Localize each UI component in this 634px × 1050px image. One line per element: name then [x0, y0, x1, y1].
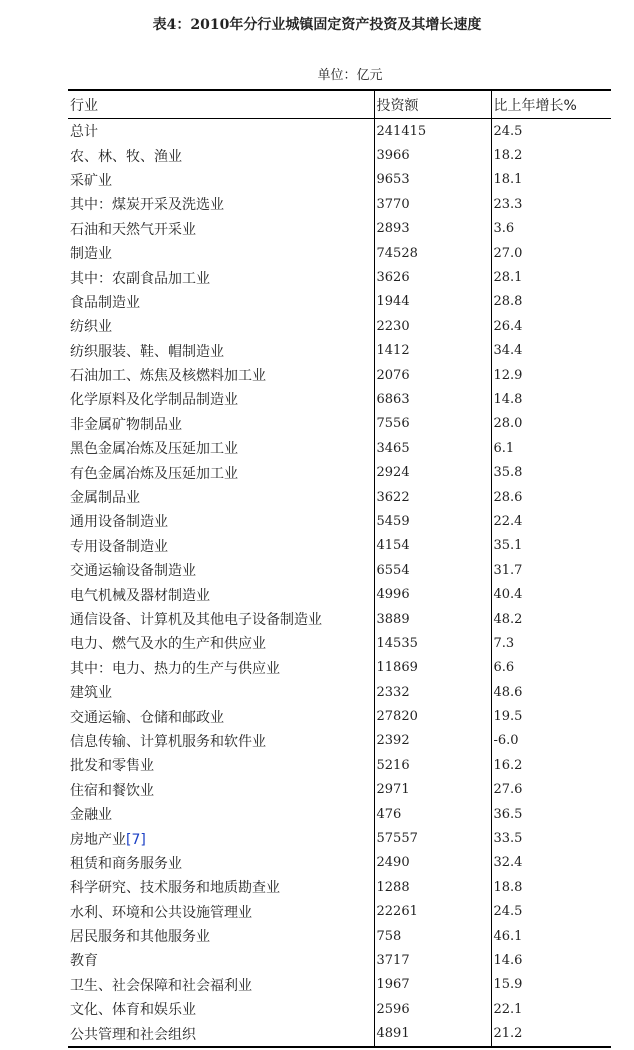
industry-cell [68, 241, 374, 265]
industry-name: 通信设备、计算机及其他电子设备制造业 [70, 612, 322, 628]
industry-cell [68, 217, 374, 241]
footnote-link[interactable]: [7] [126, 831, 146, 848]
investment-cell: 9653 [374, 168, 491, 192]
industry-cell [68, 729, 374, 753]
growth-cell: 28.1 [491, 265, 611, 289]
table-row [68, 851, 611, 875]
table-row [68, 680, 611, 704]
table-row [68, 729, 611, 753]
industry-cell [68, 143, 374, 167]
growth-cell: 36.5 [491, 802, 611, 826]
column-header-growth: 比上年增长% [491, 90, 611, 119]
industry-cell [68, 265, 374, 289]
industry-name: 农、林、牧、渔业 [70, 148, 182, 165]
industry-name: 居民服务和其他服务业 [70, 929, 210, 946]
industry-cell [68, 485, 374, 509]
growth-cell: 33.5 [491, 826, 611, 850]
industry-cell [68, 997, 374, 1021]
investment-cell: 1967 [374, 973, 491, 997]
table-row [68, 509, 611, 533]
table-row [68, 534, 611, 558]
investment-cell: 6554 [374, 558, 491, 582]
growth-cell: 27.6 [491, 778, 611, 802]
investment-cell: 27820 [374, 704, 491, 728]
growth-cell: 19.5 [491, 704, 611, 728]
investment-cell: 2230 [374, 314, 491, 338]
industry-cell [68, 900, 374, 924]
table-row [68, 143, 611, 167]
table-body [68, 119, 611, 1047]
table-row [68, 558, 611, 582]
investment-cell: 4154 [374, 534, 491, 558]
industry-cell [68, 802, 374, 826]
table-row [68, 241, 611, 265]
investment-cell: 4996 [374, 582, 491, 606]
investment-cell: 1944 [374, 290, 491, 314]
investment-cell: 2971 [374, 778, 491, 802]
table-row [68, 778, 611, 802]
growth-cell: 34.4 [491, 339, 611, 363]
growth-cell: 18.1 [491, 168, 611, 192]
table-row [68, 973, 611, 997]
growth-cell: 35.8 [491, 460, 611, 484]
growth-cell: 28.8 [491, 290, 611, 314]
growth-cell: 31.7 [491, 558, 611, 582]
growth-cell: 28.0 [491, 412, 611, 436]
industry-cell [68, 607, 374, 631]
table-row [68, 363, 611, 387]
growth-cell: 24.5 [491, 119, 611, 144]
investment-cell: 14535 [374, 631, 491, 655]
table-row [68, 192, 611, 216]
table-row [68, 436, 611, 460]
growth-cell: 48.6 [491, 680, 611, 704]
industry-cell [68, 582, 374, 606]
table-row [68, 997, 611, 1021]
industry-name: 石油加工、炼焦及核燃料加工业 [70, 368, 266, 385]
investment-cell: 1288 [374, 875, 491, 899]
investment-cell: 11869 [374, 656, 491, 680]
table-row [68, 875, 611, 899]
industry-cell [68, 558, 374, 582]
table-row [68, 339, 611, 363]
industry-name: 卫生、社会保障和社会福利业 [70, 977, 252, 994]
industry-name: 信息传输、计算机服务和软件业 [70, 733, 266, 750]
industry-name: 金融业 [70, 807, 112, 824]
industry-name: 科学研究、技术服务和地质勘查业 [70, 880, 280, 897]
industry-cell [68, 436, 374, 460]
table-row [68, 753, 611, 777]
growth-cell: 24.5 [491, 900, 611, 924]
industry-name: 制造业 [70, 246, 112, 263]
growth-cell: 26.4 [491, 314, 611, 338]
growth-cell: 3.6 [491, 217, 611, 241]
investment-cell: 2332 [374, 680, 491, 704]
table-row [68, 631, 611, 655]
industry-name: 有色金属冶炼及压延加工业 [70, 465, 238, 482]
investment-cell: 2392 [374, 729, 491, 753]
industry-cell [68, 851, 374, 875]
industry-cell [68, 875, 374, 899]
growth-cell: 21.2 [491, 1021, 611, 1046]
unit-label: 单位：亿元 [317, 68, 383, 83]
industry-cell [68, 704, 374, 728]
table-row [68, 290, 611, 314]
table-row [68, 217, 611, 241]
industry-cell [68, 363, 374, 387]
growth-cell: 46.1 [491, 924, 611, 948]
investment-cell: 476 [374, 802, 491, 826]
industry-cell [68, 387, 374, 411]
industry-cell [68, 948, 374, 972]
industry-name: 石油和天然气开采业 [70, 221, 196, 238]
industry-name: 文化、体育和娱乐业 [70, 1002, 196, 1019]
investment-cell: 3626 [374, 265, 491, 289]
industry-cell [68, 631, 374, 655]
investment-cell: 2924 [374, 460, 491, 484]
table-row [68, 607, 611, 631]
industry-name: 化学原料及化学制品制造业 [70, 392, 238, 409]
investment-cell: 4891 [374, 1021, 491, 1046]
growth-cell: 23.3 [491, 192, 611, 216]
growth-cell: -6.0 [491, 729, 611, 753]
growth-cell: 7.3 [491, 631, 611, 655]
industry-cell [68, 973, 374, 997]
table-header-row [68, 90, 611, 119]
investment-cell: 74528 [374, 241, 491, 265]
industry-name: 黑色金属冶炼及压延加工业 [70, 441, 238, 458]
industry-name: 水利、环境和公共设施管理业 [70, 904, 252, 921]
column-header-industry: 行业 [68, 90, 374, 119]
industry-name: 专用设备制造业 [70, 538, 168, 555]
industry-name: 通用设备制造业 [70, 514, 168, 531]
industry-cell [68, 339, 374, 363]
investment-cell: 241415 [374, 119, 491, 144]
table-row [68, 656, 611, 680]
industry-name: 采矿业 [70, 172, 112, 189]
industry-name: 住宿和餐饮业 [70, 782, 154, 799]
growth-cell: 12.9 [491, 363, 611, 387]
industry-name: 其中：电力、热力的生产与供应业 [70, 660, 280, 677]
growth-cell: 14.6 [491, 948, 611, 972]
investment-cell: 3966 [374, 143, 491, 167]
industry-cell [68, 168, 374, 192]
table-row [68, 948, 611, 972]
growth-cell: 6.6 [491, 656, 611, 680]
column-header-investment: 投资额 [374, 90, 491, 119]
industry-cell [68, 290, 374, 314]
growth-cell: 27.0 [491, 241, 611, 265]
industry-cell [68, 314, 374, 338]
table-row [68, 119, 611, 144]
industry-name: 其中：煤炭开采及洗选业 [70, 197, 224, 214]
growth-cell: 14.8 [491, 387, 611, 411]
industry-cell [68, 534, 374, 558]
growth-cell: 6.1 [491, 436, 611, 460]
investment-cell: 2076 [374, 363, 491, 387]
investment-cell: 1412 [374, 339, 491, 363]
industry-name: 金属制品业 [70, 490, 140, 507]
industry-cell [68, 753, 374, 777]
investment-cell: 7556 [374, 412, 491, 436]
growth-cell: 28.6 [491, 485, 611, 509]
table-row [68, 168, 611, 192]
investment-cell: 3889 [374, 607, 491, 631]
industry-name: 交通运输设备制造业 [70, 563, 196, 580]
investment-cell: 2596 [374, 997, 491, 1021]
industry-name: 其中：农副食品加工业 [70, 270, 210, 287]
growth-cell: 18.8 [491, 875, 611, 899]
table-row [68, 802, 611, 826]
industry-cell [68, 412, 374, 436]
industry-cell [68, 680, 374, 704]
table-row [68, 314, 611, 338]
industry-name: 电力、燃气及水的生产和供应业 [70, 636, 266, 653]
investment-cell: 3465 [374, 436, 491, 460]
investment-cell: 3622 [374, 485, 491, 509]
growth-cell: 16.2 [491, 753, 611, 777]
table-row [68, 582, 611, 606]
industry-name: 食品制造业 [70, 294, 140, 311]
table-row [68, 1021, 611, 1046]
investment-table [68, 89, 611, 1048]
industry-cell [68, 924, 374, 948]
investment-cell: 6863 [374, 387, 491, 411]
industry-name: 交通运输、仓储和邮政业 [70, 709, 224, 726]
table-row [68, 460, 611, 484]
table-row [68, 387, 611, 411]
growth-cell: 22.1 [491, 997, 611, 1021]
table-row [68, 704, 611, 728]
growth-cell: 48.2 [491, 607, 611, 631]
growth-cell: 40.4 [491, 582, 611, 606]
industry-name: 公共管理和社会组织 [70, 1026, 196, 1043]
industry-cell [68, 192, 374, 216]
industry-name: 教育 [70, 953, 98, 970]
growth-cell: 15.9 [491, 973, 611, 997]
industry-name: 非金属矿物制品业 [70, 416, 182, 433]
growth-cell: 18.2 [491, 143, 611, 167]
investment-cell: 22261 [374, 900, 491, 924]
industry-name: 租赁和商务服务业 [70, 855, 182, 872]
growth-cell: 32.4 [491, 851, 611, 875]
growth-cell: 22.4 [491, 509, 611, 533]
industry-name: 纺织服装、鞋、帽制造业 [70, 343, 224, 360]
investment-cell: 2893 [374, 217, 491, 241]
table-title: 表4：2010年分行业城镇固定资产投资及其增长速度 [152, 17, 482, 33]
industry-name: 总计 [70, 124, 98, 141]
investment-cell: 5216 [374, 753, 491, 777]
industry-cell [68, 509, 374, 533]
investment-cell: 57557 [374, 826, 491, 850]
industry-name: 纺织业 [70, 319, 112, 336]
table-row [68, 265, 611, 289]
industry-name: 批发和零售业 [70, 758, 154, 775]
investment-cell: 758 [374, 924, 491, 948]
table-row [68, 924, 611, 948]
table-row [68, 485, 611, 509]
industry-name: 电气机械及器材制造业 [70, 587, 210, 604]
investment-cell: 5459 [374, 509, 491, 533]
investment-cell: 3770 [374, 192, 491, 216]
investment-cell: 3717 [374, 948, 491, 972]
industry-cell [68, 826, 374, 850]
industry-cell [68, 656, 374, 680]
table-row [68, 412, 611, 436]
industry-name: 房地产业 [70, 831, 126, 848]
industry-cell [68, 1021, 374, 1046]
table-row [68, 900, 611, 924]
industry-name: 建筑业 [70, 685, 112, 702]
industry-cell [68, 119, 374, 144]
investment-cell: 2490 [374, 851, 491, 875]
table-row [68, 826, 611, 850]
growth-cell: 35.1 [491, 534, 611, 558]
industry-cell [68, 778, 374, 802]
industry-cell [68, 460, 374, 484]
